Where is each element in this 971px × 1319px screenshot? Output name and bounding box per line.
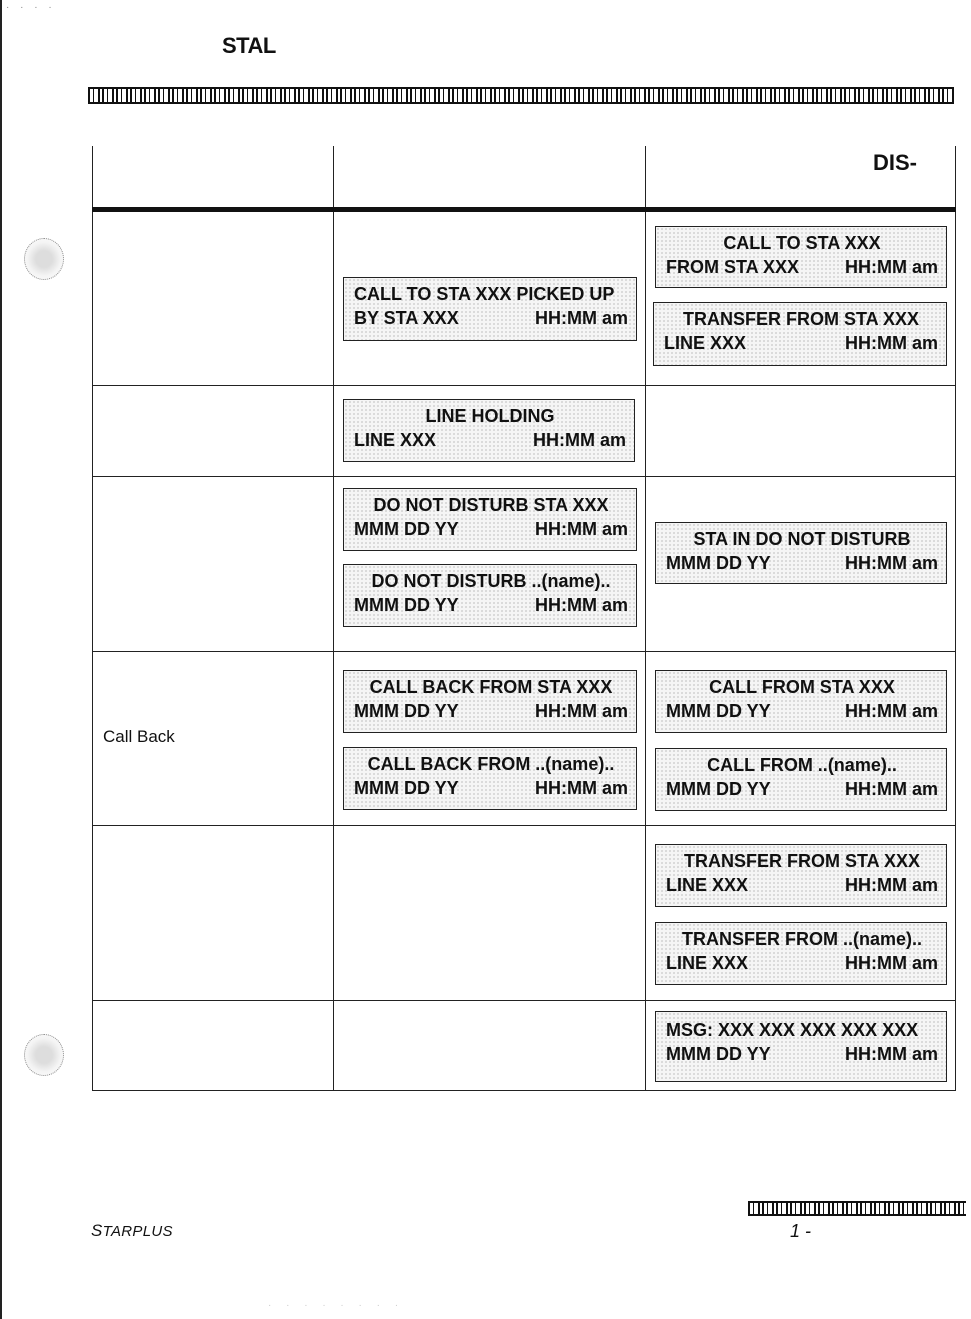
lcd-line-2-left: LINE XXX xyxy=(666,953,749,973)
lcd-line-2-left: LINE XXX xyxy=(354,430,437,450)
lcd-line-2-right: HH:MM am xyxy=(535,701,628,721)
lcd-display xyxy=(655,844,947,907)
lcd-line-1: CALL TO STA XXX PICKED UP xyxy=(354,284,615,304)
scan-specks: · · · · · · · · xyxy=(268,1300,405,1311)
row-divider xyxy=(92,476,956,477)
lcd-line-1: CALL FROM ..(name).. xyxy=(707,755,897,775)
page-number: 1 - xyxy=(790,1221,812,1241)
page-title: STAL xyxy=(222,33,276,58)
greek-key-border-bottom xyxy=(748,1201,966,1216)
lcd-line-1: CALL BACK FROM STA XXX xyxy=(369,677,613,697)
lcd-line-2-right: HH:MM am xyxy=(845,701,938,721)
column-header-display: DIS- xyxy=(873,150,917,175)
lcd-line-1: MSG: XXX XXX XXX XXX XXX xyxy=(666,1020,919,1040)
row-divider xyxy=(92,1000,956,1001)
lcd-line-1: TRANSFER FROM STA XXX xyxy=(683,851,920,871)
lcd-line-2-right: HH:MM am xyxy=(535,778,628,798)
lcd-line-2-right: HH:MM am xyxy=(845,875,938,895)
row-divider xyxy=(92,385,956,386)
lcd-line-2-right: HH:MM am xyxy=(845,553,938,573)
lcd-line-2-left: MMM DD YY xyxy=(354,701,459,721)
lcd-display xyxy=(343,670,637,733)
lcd-line-2-left: MMM DD YY xyxy=(354,778,459,798)
row-label-call-back: Call Back xyxy=(103,727,175,746)
lcd-display xyxy=(655,226,947,288)
lcd-line-1: STA IN DO NOT DISTURB xyxy=(693,529,911,549)
lcd-display xyxy=(655,1011,947,1082)
lcd-line-1: CALL FROM STA XXX xyxy=(709,677,895,697)
lcd-line-1: LINE HOLDING xyxy=(425,406,555,426)
table-header-rule xyxy=(92,207,956,212)
lcd-display xyxy=(655,922,947,985)
row-divider xyxy=(92,825,956,826)
greek-key-border-top xyxy=(88,87,954,104)
lcd-line-2-left: BY STA XXX xyxy=(354,308,459,328)
lcd-display xyxy=(655,522,947,584)
lcd-line-2-right: HH:MM am xyxy=(845,1044,938,1064)
page-edge xyxy=(0,0,2,1319)
lcd-line-2-left: LINE XXX xyxy=(666,875,749,895)
lcd-line-2-left: MMM DD YY xyxy=(354,519,459,539)
lcd-line-2-right: HH:MM am xyxy=(845,257,938,277)
table-border-right xyxy=(955,146,956,1091)
lcd-line-2-left: LINE XXX xyxy=(664,333,747,353)
lcd-line-1: CALL BACK FROM ..(name).. xyxy=(367,754,615,774)
lcd-display xyxy=(343,399,635,462)
lcd-line-2-left: MMM DD YY xyxy=(666,553,771,573)
row-divider xyxy=(92,651,956,652)
lcd-line-2-left: MMM DD YY xyxy=(354,595,459,615)
lcd-line-2-left: MMM DD YY xyxy=(666,1044,771,1064)
footer-brand: STARPLUS xyxy=(91,1221,173,1240)
lcd-line-2-left: MMM DD YY xyxy=(666,779,771,799)
lcd-line-2-right: HH:MM am xyxy=(535,519,628,539)
lcd-line-2-right: HH:MM am xyxy=(535,595,628,615)
lcd-line-1: DO NOT DISTURB ..(name).. xyxy=(371,571,611,591)
binder-hole-icon xyxy=(24,1034,64,1076)
lcd-line-2-right: HH:MM am xyxy=(535,308,628,328)
table-border-bottom xyxy=(92,1090,956,1091)
lcd-display xyxy=(343,564,637,627)
table-column-divider xyxy=(645,146,646,1091)
lcd-line-2-left: MMM DD YY xyxy=(666,701,771,721)
lcd-line-1: TRANSFER FROM STA XXX xyxy=(682,309,919,329)
scan-specks: · · · · xyxy=(6,2,56,13)
lcd-line-2-right: HH:MM am xyxy=(845,779,938,799)
lcd-line-2-left: FROM STA XXX xyxy=(666,257,800,277)
lcd-display xyxy=(343,277,637,341)
lcd-line-2-right: HH:MM am xyxy=(845,333,938,353)
lcd-line-2-right: HH:MM am xyxy=(533,430,626,450)
lcd-display xyxy=(655,670,947,733)
lcd-display xyxy=(343,747,637,810)
lcd-line-2-right: HH:MM am xyxy=(845,953,938,973)
lcd-display xyxy=(343,488,637,551)
lcd-display xyxy=(655,748,947,811)
lcd-display xyxy=(653,302,947,366)
table-column-divider xyxy=(333,146,334,1091)
lcd-line-1: TRANSFER FROM ..(name).. xyxy=(681,929,922,949)
lcd-line-1: CALL TO STA XXX xyxy=(723,233,881,253)
lcd-line-1: DO NOT DISTURB STA XXX xyxy=(373,495,609,515)
binder-hole-icon xyxy=(24,238,64,280)
table-border-left xyxy=(92,146,93,1091)
